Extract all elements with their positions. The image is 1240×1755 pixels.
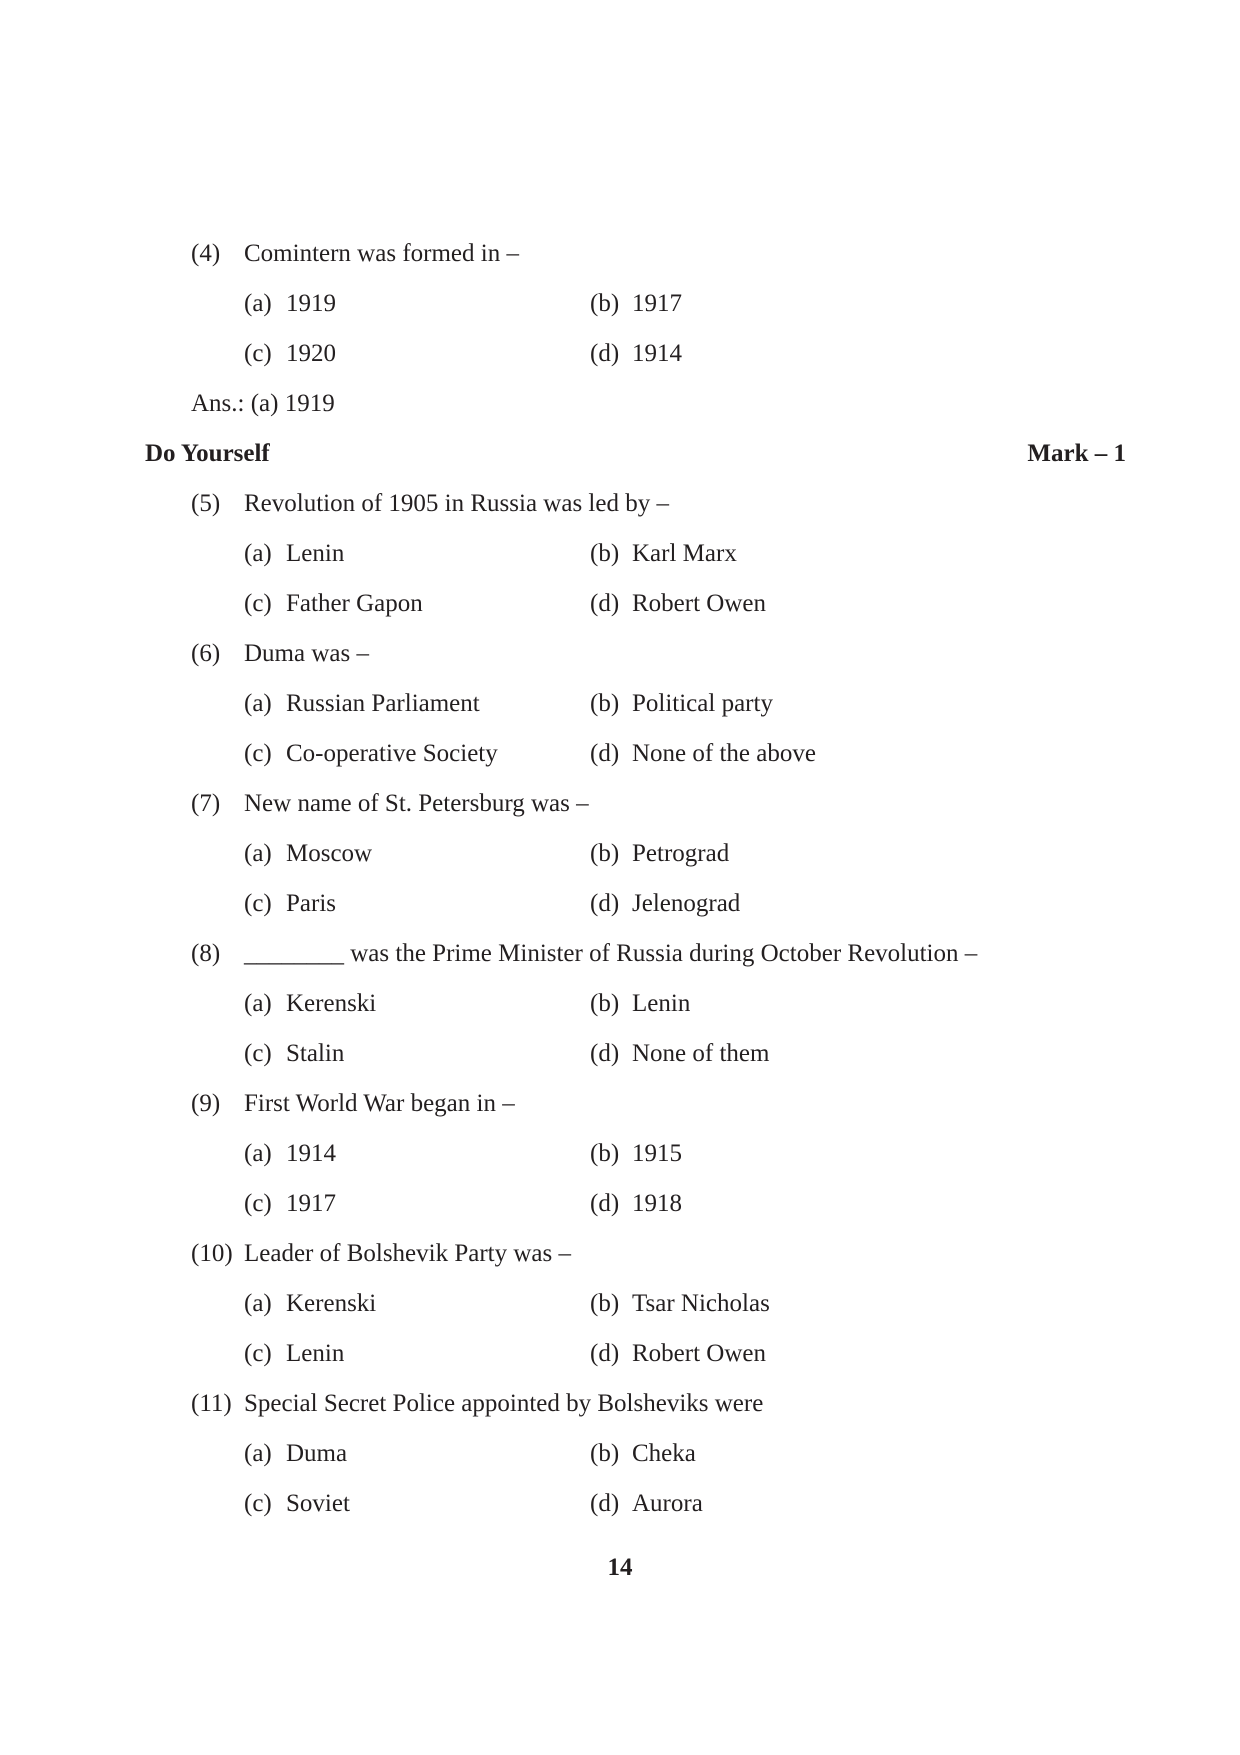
question-text: First World War began in –	[244, 1090, 515, 1117]
option-text: 1917	[632, 290, 682, 317]
option-label: (c)	[244, 890, 272, 917]
option-label: (a)	[244, 290, 272, 317]
option-label: (c)	[244, 1040, 272, 1067]
option-text: Robert Owen	[632, 590, 766, 617]
option-label: (b)	[590, 1440, 620, 1467]
option-c	[244, 889, 336, 919]
option-b	[590, 1289, 770, 1319]
option-c	[244, 1489, 350, 1519]
option-label: (a)	[244, 690, 272, 717]
option-text: Cheka	[632, 1440, 696, 1467]
option-a	[244, 839, 372, 869]
question-text: Special Secret Police appointed by Bolsheviks were	[244, 1390, 764, 1417]
question-text: ________ was the Prime Minister of Russia during October Revolution –	[244, 940, 978, 967]
option-label: (a)	[244, 1440, 272, 1467]
option-a	[244, 689, 480, 719]
option-a	[244, 989, 376, 1019]
option-label: (d)	[590, 1340, 620, 1367]
option-d	[590, 589, 766, 619]
option-d	[590, 339, 682, 369]
question-text: Duma was –	[244, 640, 369, 667]
option-text: Russian Parliament	[286, 690, 480, 717]
option-a	[244, 1289, 376, 1319]
question-number: (10)	[191, 1240, 233, 1267]
option-b	[590, 989, 690, 1019]
option-text: 1919	[286, 290, 336, 317]
option-label: (a)	[244, 540, 272, 567]
question-text: Leader of Bolshevik Party was –	[244, 1240, 572, 1267]
option-a	[244, 1439, 347, 1469]
answer-line: Ans.: (a) 1919	[191, 390, 335, 417]
option-text: None of the above	[632, 740, 816, 767]
option-label: (d)	[590, 740, 620, 767]
option-text: Petrograd	[632, 840, 730, 867]
option-text: Lenin	[286, 540, 345, 567]
option-text: Robert Owen	[632, 1340, 766, 1367]
option-label: (d)	[590, 1190, 620, 1217]
option-label: (b)	[590, 1140, 620, 1167]
option-text: Lenin	[286, 1340, 345, 1367]
option-label: (a)	[244, 1140, 272, 1167]
option-text: 1914	[286, 1140, 336, 1167]
option-label: (c)	[244, 1340, 272, 1367]
option-a	[244, 289, 336, 319]
option-c	[244, 1039, 344, 1069]
question-text: New name of St. Petersburg was –	[244, 790, 589, 817]
option-d	[590, 1339, 766, 1369]
option-text: Tsar Nicholas	[632, 1290, 770, 1317]
option-label: (b)	[590, 1290, 620, 1317]
option-a	[244, 1139, 336, 1169]
option-text: Paris	[286, 890, 336, 917]
option-text: Aurora	[632, 1490, 703, 1517]
option-b	[590, 1139, 682, 1169]
option-text: Soviet	[286, 1490, 350, 1517]
question-text: Revolution of 1905 in Russia was led by –	[244, 490, 669, 517]
option-label: (c)	[244, 1490, 272, 1517]
option-b	[590, 839, 729, 869]
question-number: (8)	[191, 940, 221, 967]
option-b	[590, 289, 682, 319]
question-number: (9)	[191, 1090, 221, 1117]
option-label: (b)	[590, 840, 620, 867]
option-label: (c)	[244, 740, 272, 767]
option-d	[590, 1489, 703, 1519]
question-number: (11)	[191, 1390, 232, 1417]
option-text: 1917	[286, 1190, 336, 1217]
option-text: Political party	[632, 690, 773, 717]
option-text: 1918	[632, 1190, 682, 1217]
option-label: (b)	[590, 290, 620, 317]
option-label: (a)	[244, 840, 272, 867]
option-label: (a)	[244, 990, 272, 1017]
option-text: 1914	[632, 340, 682, 367]
option-c	[244, 1189, 336, 1219]
option-text: Stalin	[286, 1040, 345, 1067]
question-number: (4)	[191, 240, 221, 267]
option-c	[244, 339, 336, 369]
option-text: Karl Marx	[632, 540, 737, 567]
question-text: Comintern was formed in –	[244, 240, 519, 267]
option-label: (c)	[244, 340, 272, 367]
option-label: (b)	[590, 990, 620, 1017]
option-d	[590, 1039, 769, 1069]
option-text: Duma	[286, 1440, 348, 1467]
option-c	[244, 589, 423, 619]
option-label: (b)	[590, 540, 620, 567]
option-b	[590, 539, 737, 569]
option-label: (d)	[590, 1040, 620, 1067]
option-d	[590, 889, 740, 919]
option-label: (c)	[244, 1190, 272, 1217]
option-text: Jelenograd	[632, 890, 741, 917]
option-label: (c)	[244, 590, 272, 617]
option-b	[590, 689, 773, 719]
option-label: (d)	[590, 590, 620, 617]
option-text: Kerenski	[286, 990, 377, 1017]
option-label: (d)	[590, 890, 620, 917]
option-text: Kerenski	[286, 1290, 377, 1317]
option-label: (a)	[244, 1290, 272, 1317]
question-number: (7)	[191, 790, 221, 817]
option-text: Moscow	[286, 840, 373, 867]
option-text: 1920	[286, 340, 336, 367]
option-label: (d)	[590, 340, 620, 367]
question-number: (5)	[191, 490, 221, 517]
question-number: (6)	[191, 640, 221, 667]
section-mark: Mark – 1	[1027, 440, 1126, 467]
option-c	[244, 739, 498, 769]
option-d	[590, 1189, 682, 1219]
option-label: (d)	[590, 1490, 620, 1517]
section-heading: Do Yourself	[145, 440, 270, 467]
option-c	[244, 1339, 344, 1369]
option-text: Father Gapon	[286, 590, 423, 617]
option-d	[590, 739, 816, 769]
option-text: Co-operative Society	[286, 740, 498, 767]
option-label: (b)	[590, 690, 620, 717]
option-a	[244, 539, 344, 569]
option-text: None of them	[632, 1040, 770, 1067]
option-text: Lenin	[632, 990, 691, 1017]
option-text: 1915	[632, 1140, 682, 1167]
page-number: 14	[607, 1554, 633, 1581]
option-b	[590, 1439, 696, 1469]
